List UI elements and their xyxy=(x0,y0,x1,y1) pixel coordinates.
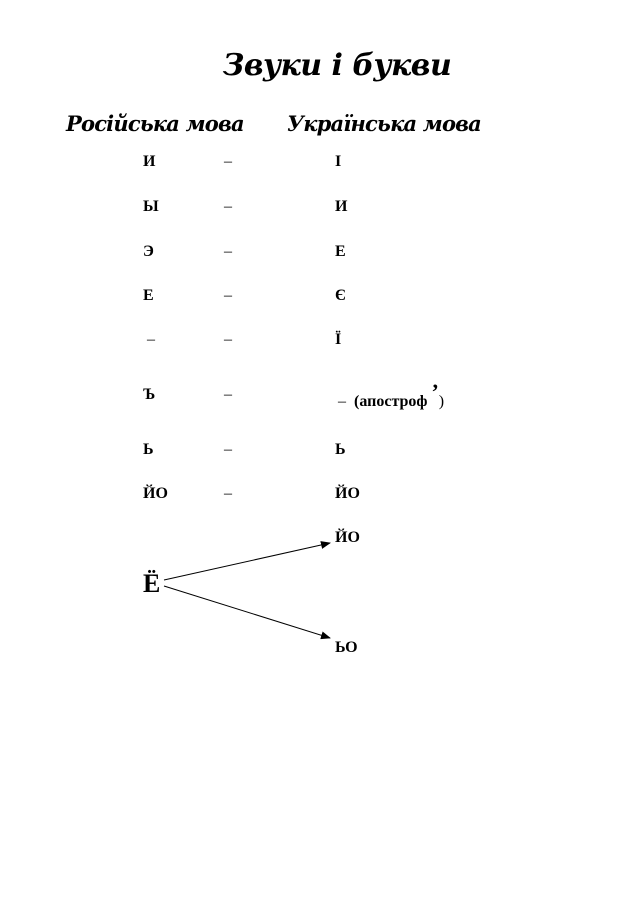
russian-letter: И xyxy=(143,153,156,170)
dash-separator: – xyxy=(224,153,232,170)
dash-separator: – xyxy=(224,386,232,403)
branch-target-top: ЙО xyxy=(335,529,360,546)
ukrainian-letter: И xyxy=(335,198,348,215)
ukrainian-letter: Є xyxy=(335,287,346,304)
apostrophe-close-paren: ) xyxy=(438,393,445,410)
russian-letter: Э xyxy=(143,243,154,260)
dash-separator: – xyxy=(224,331,232,348)
ukrainian-letter: Ь xyxy=(335,441,346,458)
page-title: Звуки і букви xyxy=(222,48,452,83)
branch-source-letter: Ё xyxy=(143,569,161,598)
ukrainian-dash: – xyxy=(338,393,346,410)
dash-separator: – xyxy=(224,287,232,304)
ukrainian-letter: Е xyxy=(335,243,346,260)
dash-separator: – xyxy=(224,243,232,260)
russian-column-header: Російська мова xyxy=(66,111,244,136)
apostrophe-mark: ’ xyxy=(431,379,439,404)
russian-letter-missing: – xyxy=(147,331,155,348)
dash-separator: – xyxy=(224,485,232,502)
arrow-to-top xyxy=(164,543,330,580)
russian-letter: Е xyxy=(143,287,154,304)
dash-separator: – xyxy=(224,198,232,215)
ukrainian-letter: Ї xyxy=(335,331,342,348)
dash-separator: – xyxy=(224,441,232,458)
branch-target-bottom: ЬО xyxy=(335,639,358,656)
ukrainian-letter: ЙО xyxy=(335,485,360,502)
arrow-to-bottom xyxy=(164,586,330,638)
russian-letter: Ь xyxy=(143,441,154,458)
russian-letter: Ъ xyxy=(143,386,156,403)
apostrophe-label: (апостроф xyxy=(354,393,428,410)
russian-letter: ЙО xyxy=(143,485,168,502)
ukrainian-column-header: Українська мова xyxy=(287,111,481,136)
ukrainian-letter: І xyxy=(335,153,342,170)
russian-letter: Ы xyxy=(143,198,159,215)
